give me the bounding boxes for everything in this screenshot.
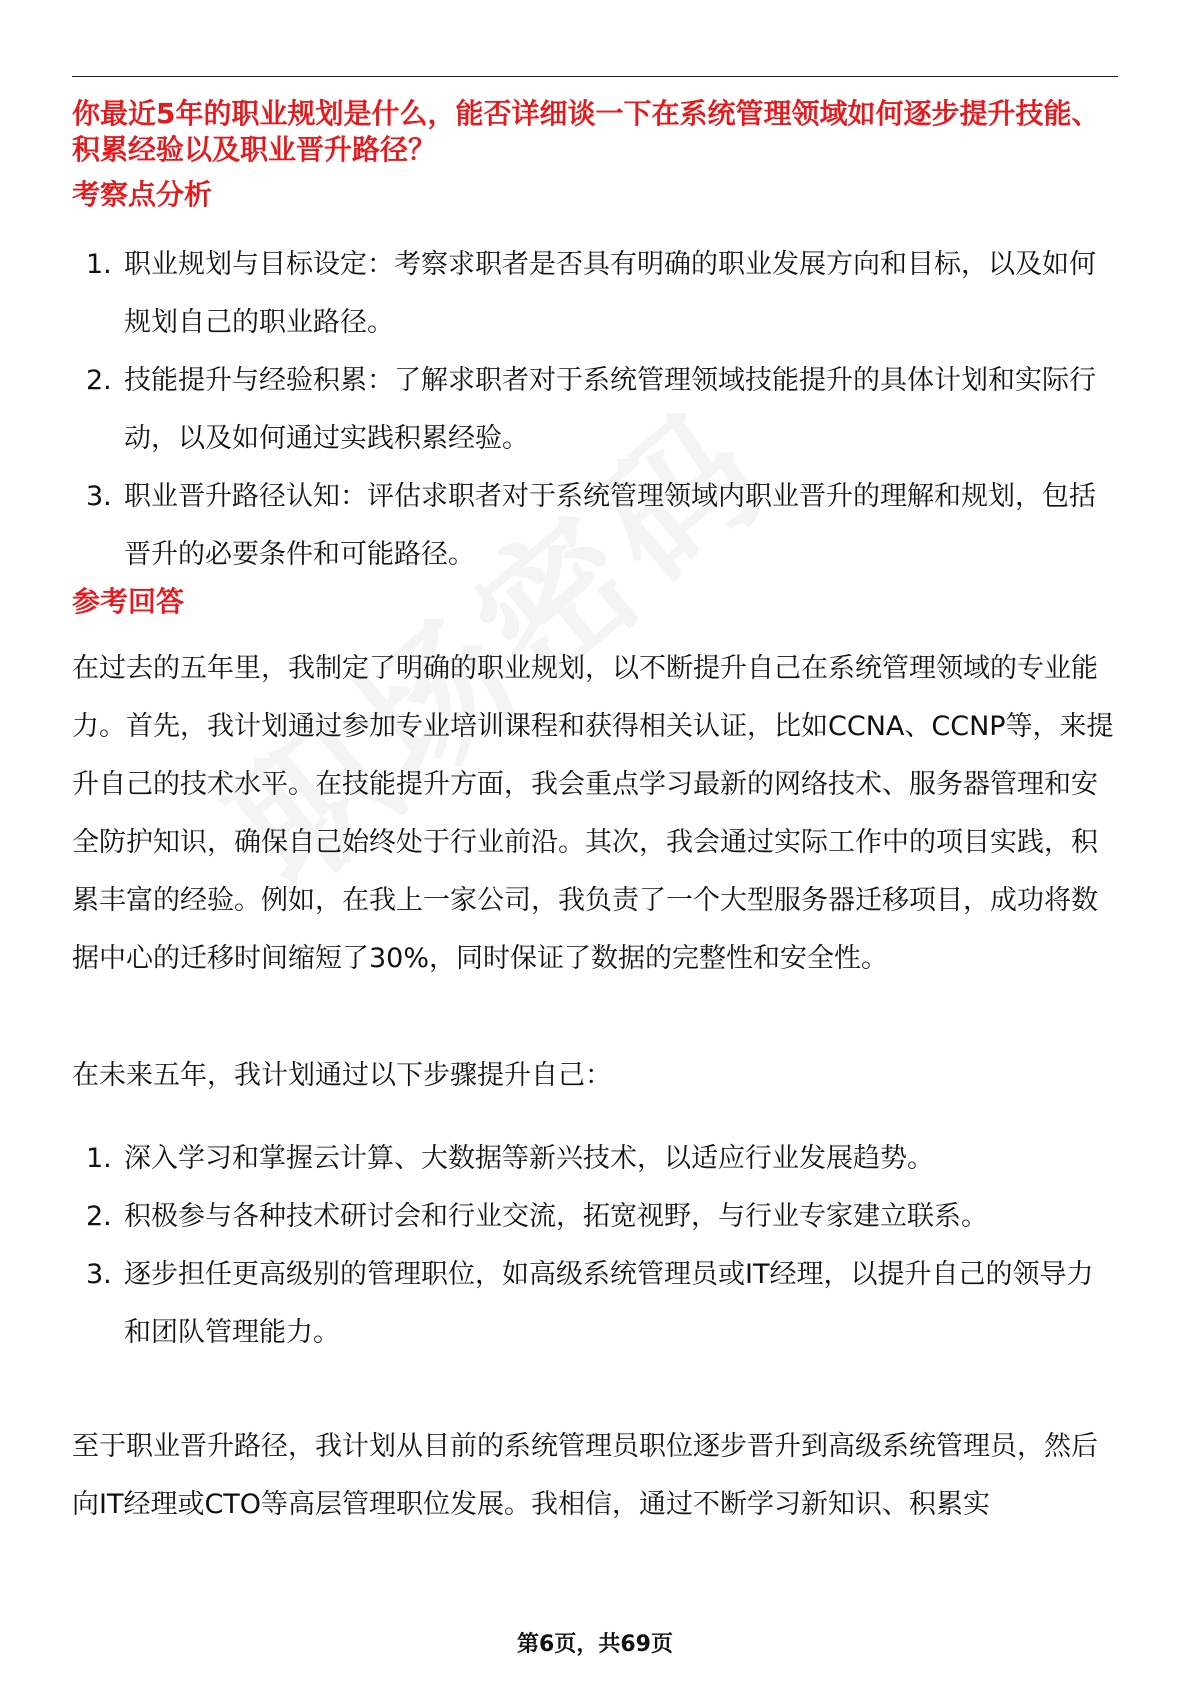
answer-paragraph-3: 至于职业晋升路径，我计划从目前的系统管理员职位逐步晋升到高级系统管理员，然后向IT经理或CTO等高层管理职位发展。我相信，通过不断学习新知识、积累实 <box>72 1431 1098 1520</box>
plan-list <box>72 1130 1118 1362</box>
plan-item <box>72 1130 1118 1188</box>
question-title: 你最近5年的职业规划是什么，能否详细谈一下在系统管理领域如何逐步提升技能、积累经验以及职业晋升路径？ <box>72 97 1100 166</box>
item-number: 1. <box>86 1143 112 1174</box>
item-text: 职业晋升路径认知：评估求职者对于系统管理领域内职业晋升的理解和规划，包括晋升的必要条件和可能路径。 <box>124 481 1096 570</box>
item-number: 2. <box>86 365 112 396</box>
item-text: 职业规划与目标设定：考察求职者是否具有明确的职业发展方向和目标，以及如何规划自己的职业路径。 <box>124 249 1096 338</box>
item-number: 2. <box>86 1201 112 1232</box>
plan-item <box>72 1246 1118 1362</box>
answer-paragraph-1: 在过去的五年里，我制定了明确的职业规划，以不断提升自己在系统管理领域的专业能力。首先，我计划通过参加专业培训课程和获得相关认证，比如CCNA、CCNP等，来提升自己的技术水平。在技能提升方面，我会重点学习最新的网络技术、服务器管理和安全防护知识，确保自己始终处于行业前沿。其次，我会通过实际工作中的项目实践，积累丰富的经验。例如，在我上一家公司，我负责了一个大型服务器迁移项目，成功将数据中心的迁移时间缩短了30%，同时保证了数据的完整性和安全性。 <box>72 653 1114 974</box>
analysis-item <box>72 468 1118 584</box>
answer-heading: 参考回答 <box>72 585 185 618</box>
item-text: 逐步担任更高级别的管理职位，如高级系统管理员或IT经理，以提升自己的领导力和团队管理能力。 <box>124 1259 1094 1348</box>
item-number: 3. <box>86 1259 112 1290</box>
item-number: 3. <box>86 481 112 512</box>
analysis-item <box>72 236 1118 352</box>
plan-item <box>72 1188 1118 1246</box>
item-text: 积极参与各种技术研讨会和行业交流，拓宽视野，与行业专家建立联系。 <box>124 1201 988 1232</box>
item-text: 深入学习和掌握云计算、大数据等新兴技术，以适应行业发展趋势。 <box>124 1143 934 1174</box>
item-number: 1. <box>86 249 112 280</box>
answer-paragraph-2: 在未来五年，我计划通过以下步骤提升自己： <box>72 1060 612 1091</box>
page-footer: 第6页，共69页 <box>517 1632 673 1657</box>
analysis-list <box>72 236 1118 584</box>
analysis-item <box>72 352 1118 468</box>
item-text: 技能提升与经验积累：了解求职者对于系统管理领域技能提升的具体计划和实际行动，以及如何通过实践积累经验。 <box>124 365 1096 454</box>
analysis-heading: 考察点分析 <box>72 178 213 211</box>
top-divider <box>72 76 1118 77</box>
